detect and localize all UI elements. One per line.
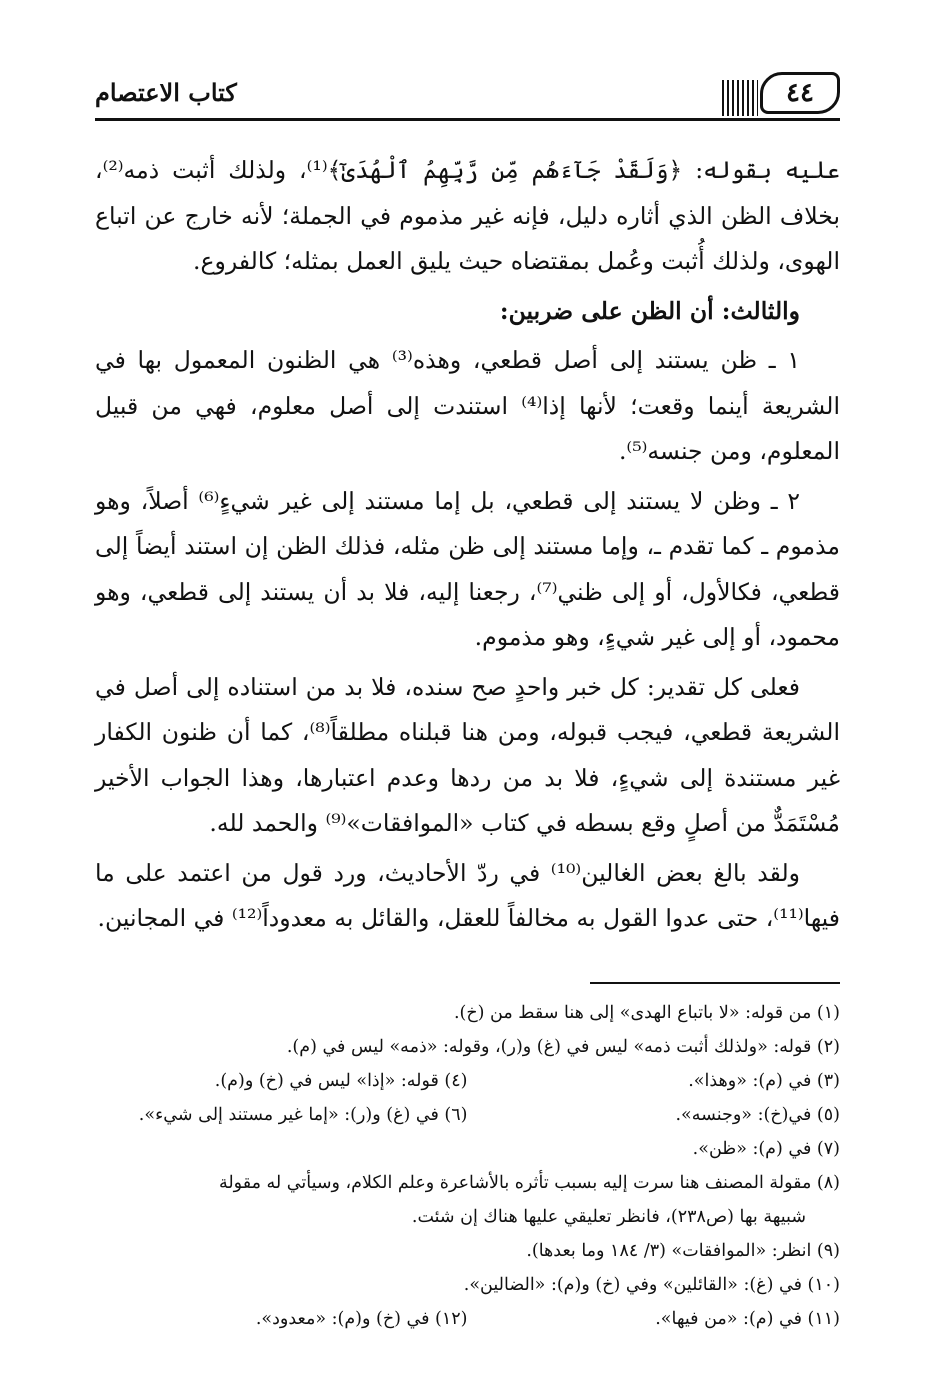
footnote-row bbox=[95, 1302, 840, 1336]
footnote: (٤) قوله: «إذا» ليس في (خ) و(م). bbox=[214, 1071, 468, 1091]
footnote: (٦) في (غ) و(ر): «إما غير مستند إلى شيء». bbox=[138, 1105, 468, 1125]
page-header bbox=[95, 72, 840, 128]
footnotes bbox=[95, 996, 840, 1336]
decorative-bars-icon bbox=[722, 80, 758, 116]
header-divider bbox=[95, 118, 840, 121]
footnote-divider bbox=[590, 982, 840, 984]
paragraph: والثالث: أن الظن على ضربين: bbox=[499, 296, 800, 325]
footnote: (١١) في (م): «من فيها». bbox=[655, 1309, 840, 1329]
paragraph: ولقد بالغ بعض الغالين⁽¹⁰⁾ في ردّ الأحاديث، ورد قول من اعتمد على ما فيها⁽¹¹⁾، حتى عدوا القول به مخالفاً للعقل، والقائل به معدوداً⁽¹²⁾ في المجانين. bbox=[95, 858, 840, 932]
footnote: (٣) في (م): «وهذا». bbox=[688, 1071, 840, 1091]
footnote-row bbox=[95, 1098, 840, 1132]
footnote: (٢) قوله: «ولذلك أثبت ذمه» ليس في (غ) و(ر)، وقوله: «ذمه» ليس في (م). bbox=[286, 1037, 840, 1057]
page-number-ornament bbox=[722, 72, 840, 116]
footnote: (١) من قوله: «لا باتباع الهدى» إلى هنا سقط من (خ). bbox=[453, 1003, 840, 1023]
paragraph: ٢ ـ وظن لا يستند إلى قطعي، بل إما مستند إلى غير شيءٍ⁽⁶⁾ أصلاً، وهو مذموم ـ كما تقدم ـ، وإما مستند إلى ظن مثله، فذلك الظن إن استند أيضاً إلى قطعي، فكالأول، أو إلى ظني⁽⁷⁾، رجعنا إليه، فلا بد أن يستند إلى قطعي، وهو محمود، أو إلى غير شيءٍ، وهو مذموم. bbox=[95, 486, 840, 651]
footnote: (٨) مقولة المصنف هنا سرت إليه بسبب تأثره بالأشاعرة وعلم الكلام، وسيأتي له مقولة bbox=[218, 1173, 840, 1193]
footnote-continuation: شبيهة بها (ص٢٣٨)، فانظر تعليقي عليها هناك إن شئت. bbox=[411, 1207, 806, 1227]
footnote-row bbox=[95, 1064, 840, 1098]
paragraph: ١ ـ ظن يستند إلى أصل قطعي، وهذه⁽³⁾ هي الظنون المعمول بها في الشريعة أينما وقعت؛ لأنها إذا⁽⁴⁾ استندت إلى أصل معلوم، فهي من قبيل المعلوم، ومن جنسه⁽⁵⁾. bbox=[95, 346, 840, 465]
main-text bbox=[95, 148, 840, 942]
paragraph: فعلى كل تقدير: كل خبر واحدٍ صح سنده، فلا بد من استناده إلى أصل في الشريعة قطعي، فيجب قبوله، ومن هنا قبلناه مطلقاً⁽⁸⁾، كما أن ظنون الكفار غير مستندة إلى شيءٍ، فلا بد من ردها وعدم اعتبارها، وهذا الجواب الأخير مُسْتَمَدٌّ من أصلٍ وقع بسطه في كتاب «الموافقات»⁽⁹⁾ والحمد لله. bbox=[95, 672, 840, 837]
footnote: (١٠) في (غ): «القائلين» وفي (خ) و(م): «الضالين». bbox=[463, 1275, 840, 1295]
footnote: (٩) انظر: «الموافقات» (٣/ ١٨٤ وما بعدها). bbox=[526, 1241, 840, 1261]
book-title: كتاب الاعتصام bbox=[95, 78, 237, 107]
paragraph: عليه بقوله: ﴿وَلَقَدْ جَآءَهُم مِّن رَّبِّهِمُ ٱلْهُدَىٰٓ﴾⁽¹⁾، ولذلك أثبت ذمه⁽²⁾، بخلاف الظن الذي أثاره دليل، فإنه غير مذموم في الجملة؛ لأنه خارج عن اتباع الهوى، ولذلك أُثبت وعُمل بمقتضاه حيث يليق العمل بمثله؛ كالفروع. bbox=[95, 156, 840, 275]
footnote: (٧) في (م): «ظن». bbox=[692, 1139, 840, 1159]
footnote: (٥) في(خ): «وجنسه». bbox=[675, 1105, 840, 1125]
footnote: (١٢) في (خ) و(م): «معدود». bbox=[255, 1309, 468, 1329]
page-number: ٤٤ bbox=[760, 72, 840, 114]
